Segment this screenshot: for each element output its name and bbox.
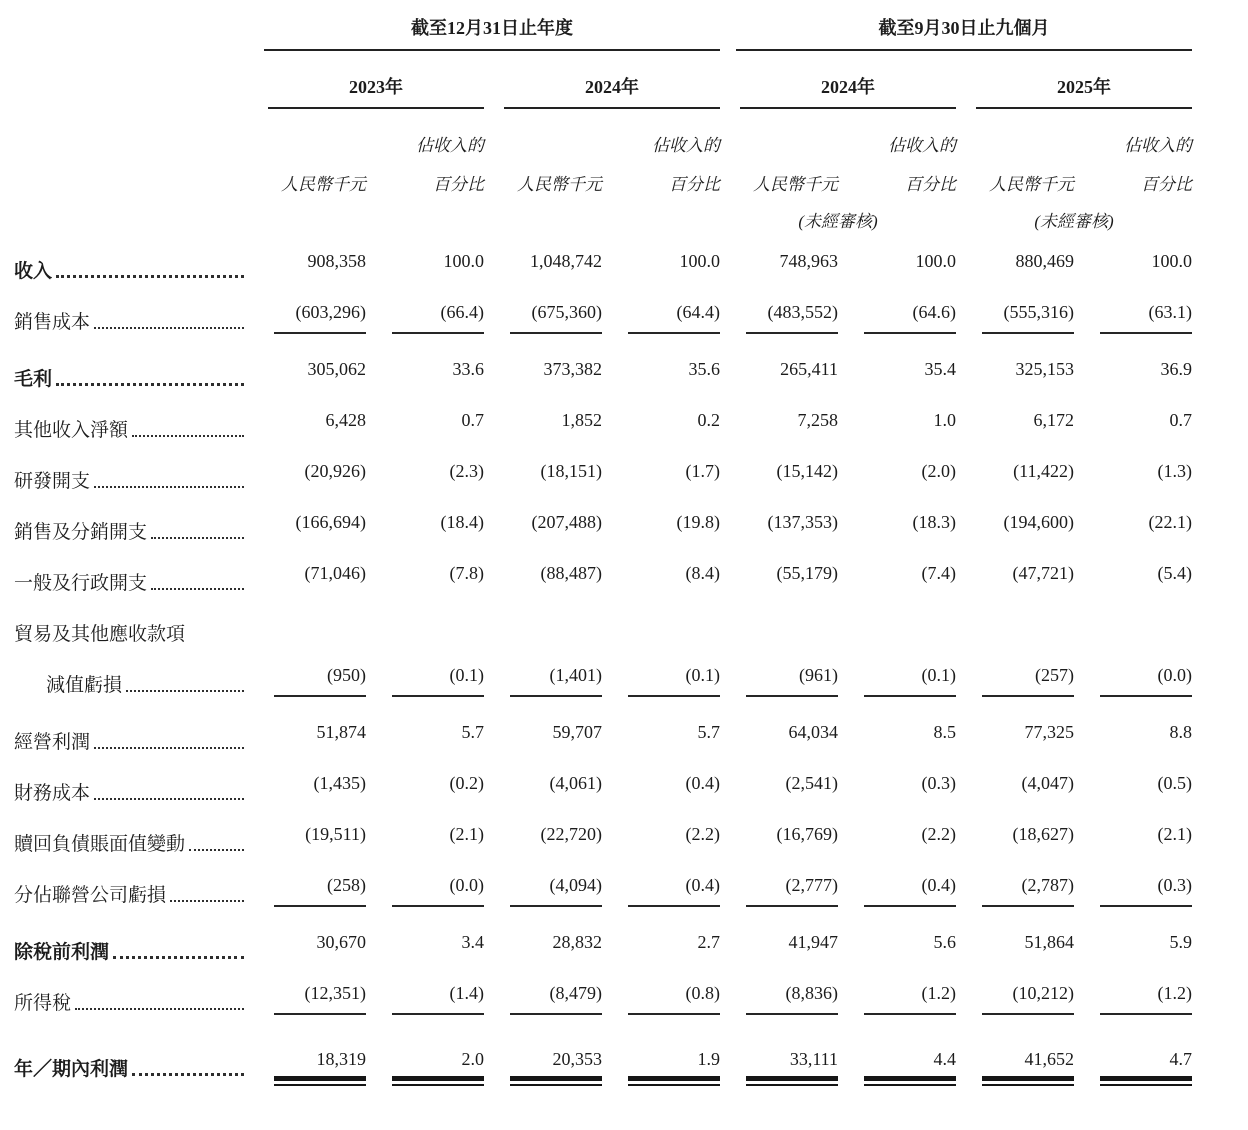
- cell-value: 8.5: [933, 722, 956, 742]
- dot-leader: [75, 1008, 244, 1010]
- cell-value: 35.4: [924, 359, 956, 379]
- cell-value: (64.6): [864, 302, 956, 334]
- cell-value: 0.7: [1169, 410, 1192, 430]
- cell-value: (0.4): [864, 875, 956, 907]
- cell-value: (1.4): [392, 983, 484, 1015]
- cell-value: 5.7: [697, 722, 720, 742]
- cell-value: (8,479): [510, 983, 602, 1015]
- cell-value: (1.3): [1157, 461, 1192, 481]
- cell-value: (0.8): [628, 983, 720, 1015]
- dot-leader: [151, 588, 244, 590]
- cell-value: 6,428: [325, 410, 366, 430]
- cell-value: 77,325: [1024, 722, 1074, 742]
- cell-value: (19.8): [676, 512, 720, 532]
- row-label: 毛利: [14, 369, 53, 391]
- cell-value: (4,047): [1021, 773, 1074, 793]
- cell-value: (603,296): [274, 302, 366, 334]
- cell-value: 41,947: [788, 932, 838, 952]
- cell-value: 51,874: [316, 722, 366, 742]
- row-label: 收入: [14, 261, 53, 283]
- dot-leader: [132, 435, 244, 437]
- cell-value: (8.4): [685, 563, 720, 583]
- cell-value: (7.4): [921, 563, 956, 583]
- unaudited-row: [14, 195, 1192, 232]
- cell-value: (88,487): [540, 563, 602, 583]
- table-row-admin-expenses: [14, 544, 1192, 595]
- period-group-fy-title: 截至12月31日止年度: [264, 14, 720, 51]
- cell-value: (1.7): [685, 461, 720, 481]
- cell-value: (1,435): [313, 773, 366, 793]
- cell-value: 18,319: [274, 1049, 366, 1081]
- cell-value: (64.4): [628, 302, 720, 334]
- row-label: 銷售成本: [14, 312, 91, 334]
- cell-value: (0.4): [685, 773, 720, 793]
- cell-value: 5.7: [461, 722, 484, 742]
- cell-value: (1.2): [1100, 983, 1192, 1015]
- year-header-row: [14, 51, 1192, 109]
- row-label: 一般及行政開支: [14, 573, 148, 595]
- cell-value: 35.6: [688, 359, 720, 379]
- table-row-redemption-liability-change: [14, 805, 1192, 856]
- cell-value: (0.1): [392, 665, 484, 697]
- cell-value: 373,382: [543, 359, 602, 379]
- cell-value: (18,151): [540, 461, 602, 481]
- dot-leader: [56, 383, 244, 386]
- cell-value: 7,258: [797, 410, 838, 430]
- income-statement-table: [14, 12, 1192, 1097]
- cell-value: 64,034: [788, 722, 838, 742]
- dot-leader: [126, 690, 244, 692]
- cell-value: (10,212): [982, 983, 1074, 1015]
- cell-value: (22.1): [1148, 512, 1192, 532]
- cell-value: 33.6: [452, 359, 484, 379]
- cell-value: 2.7: [697, 932, 720, 952]
- cell-value: 5.6: [933, 932, 956, 952]
- row-label: 經營利潤: [14, 732, 91, 754]
- percentage-label: 百分比: [1141, 175, 1192, 194]
- period-group-9m: [720, 12, 1192, 51]
- table-row-finance-costs: [14, 754, 1192, 805]
- cell-value: (0.0): [392, 875, 484, 907]
- cell-value: (2,777): [746, 875, 838, 907]
- cell-value: 100.0: [915, 251, 956, 271]
- cell-value: (2.0): [921, 461, 956, 481]
- cell-value: (20,926): [304, 461, 366, 481]
- subheader-row-1: [14, 109, 1192, 156]
- cell-value: 8.8: [1169, 722, 1192, 742]
- row-label: 研發開支: [14, 471, 91, 493]
- cell-value: (194,600): [1003, 512, 1074, 532]
- table-row-trade-receivables-caption: [14, 595, 1192, 646]
- percentage-label: 百分比: [433, 175, 484, 194]
- cell-value: 880,469: [1015, 251, 1074, 271]
- unaudited-note: (未經審核): [798, 212, 878, 231]
- percentage-label: 百分比: [669, 175, 720, 194]
- cell-value: (12,351): [274, 983, 366, 1015]
- dot-leader: [132, 1073, 244, 1076]
- cell-value: (0.0): [1100, 665, 1192, 697]
- cell-value: (483,552): [746, 302, 838, 334]
- dot-leader: [94, 327, 244, 329]
- cell-value: 325,153: [1015, 359, 1074, 379]
- cell-value: (207,488): [531, 512, 602, 532]
- rmb-thousand-label: 人民幣千元: [517, 175, 602, 194]
- row-label: 分佔聯營公司虧損: [14, 885, 167, 907]
- cell-value: 41,652: [982, 1049, 1074, 1081]
- cell-value: (257): [982, 665, 1074, 697]
- cell-value: 36.9: [1160, 359, 1192, 379]
- row-label: 其他收入淨額: [14, 420, 129, 442]
- row-label: 財務成本: [14, 783, 91, 805]
- cell-value: (2.1): [1157, 824, 1192, 844]
- row-label: 貿易及其他應收款項: [14, 624, 186, 646]
- cell-value: 1.0: [933, 410, 956, 430]
- rmb-thousand-label: 人民幣千元: [753, 175, 838, 194]
- dot-leader: [94, 486, 244, 488]
- cell-value: (66.4): [392, 302, 484, 334]
- table-row-impairment-losses: [14, 646, 1192, 703]
- cell-value: (4,094): [510, 875, 602, 907]
- cell-value: (4,061): [549, 773, 602, 793]
- subheader-row-2: [14, 156, 1192, 195]
- year-2023: 2023年: [248, 51, 484, 109]
- year-2025-9m: 2025年: [956, 51, 1192, 109]
- cell-value: 33,111: [746, 1049, 838, 1081]
- table-row-cost-of-sales: [14, 283, 1192, 340]
- cell-value: 28,832: [552, 932, 602, 952]
- row-label: 贖回負債賬面值變動: [14, 834, 186, 856]
- cell-value: 5.9: [1169, 932, 1192, 952]
- cell-value: (2.3): [449, 461, 484, 481]
- percentage-label: 百分比: [905, 175, 956, 194]
- cell-value: (555,316): [982, 302, 1074, 334]
- cell-value: 100.0: [1151, 251, 1192, 271]
- cell-value: (258): [274, 875, 366, 907]
- cell-value: (11,422): [1013, 461, 1074, 481]
- cell-value: (8,836): [746, 983, 838, 1015]
- dot-leader: [170, 900, 244, 902]
- dot-leader: [113, 956, 244, 959]
- table-row-gross-profit: [14, 340, 1192, 391]
- cell-value: (2.1): [449, 824, 484, 844]
- cell-value: 4.7: [1100, 1049, 1192, 1081]
- cell-value: (5.4): [1157, 563, 1192, 583]
- cell-value: 1,048,742: [530, 251, 602, 271]
- cell-value: (18.3): [912, 512, 956, 532]
- pct-of-revenue-label: 佔收入的: [888, 136, 956, 155]
- row-label: 所得稅: [14, 993, 72, 1015]
- cell-value: 305,062: [307, 359, 366, 379]
- cell-value: 1.9: [628, 1049, 720, 1081]
- table-row-share-of-associates-losses: [14, 856, 1192, 913]
- dot-leader: [56, 275, 244, 278]
- dot-leader: [94, 798, 244, 800]
- cell-value: (1.2): [864, 983, 956, 1015]
- rmb-thousand-label: 人民幣千元: [281, 175, 366, 194]
- cell-value: (71,046): [304, 563, 366, 583]
- cell-value: (0.4): [628, 875, 720, 907]
- table-row-other-income: [14, 391, 1192, 442]
- row-label: 減值虧損: [46, 675, 123, 697]
- row-label: 除稅前利潤: [14, 942, 110, 964]
- table-row-profit-before-tax: [14, 913, 1192, 964]
- cell-value: (2.2): [685, 824, 720, 844]
- cell-value: (2,787): [982, 875, 1074, 907]
- cell-value: 265,411: [780, 359, 838, 379]
- cell-value: (18.4): [440, 512, 484, 532]
- cell-value: (55,179): [776, 563, 838, 583]
- cell-value: 6,172: [1033, 410, 1074, 430]
- cell-value: (63.1): [1100, 302, 1192, 334]
- unaudited-note: (未經審核): [1034, 212, 1114, 231]
- cell-value: (137,353): [767, 512, 838, 532]
- cell-value: (7.8): [449, 563, 484, 583]
- cell-value: 100.0: [679, 251, 720, 271]
- cell-value: (0.1): [864, 665, 956, 697]
- cell-value: 0.7: [461, 410, 484, 430]
- year-2024-fy: 2024年: [484, 51, 720, 109]
- period-group-9m-title: 截至9月30日止九個月: [736, 14, 1192, 51]
- dot-leader: [189, 849, 244, 851]
- rmb-thousand-label: 人民幣千元: [989, 175, 1074, 194]
- period-group-header-row: [14, 12, 1192, 51]
- cell-value: (18,627): [1012, 824, 1074, 844]
- cell-value: 908,358: [307, 251, 366, 271]
- table-row-income-tax: [14, 964, 1192, 1021]
- cell-value: (15,142): [776, 461, 838, 481]
- period-group-fy: [248, 12, 720, 51]
- cell-value: (961): [746, 665, 838, 697]
- table-row-operating-profit: [14, 703, 1192, 754]
- cell-value: (47,721): [1012, 563, 1074, 583]
- table-row-rd-expenses: [14, 442, 1192, 493]
- pct-of-revenue-label: 佔收入的: [416, 136, 484, 155]
- cell-value: (2,541): [785, 773, 838, 793]
- cell-value: 100.0: [443, 251, 484, 271]
- row-label: 年／期內利潤: [14, 1059, 129, 1081]
- cell-value: 748,963: [779, 251, 838, 271]
- cell-value: (166,694): [295, 512, 366, 532]
- cell-value: (2.2): [921, 824, 956, 844]
- cell-value: (1,401): [510, 665, 602, 697]
- cell-value: 1,852: [561, 410, 602, 430]
- cell-value: 2.0: [392, 1049, 484, 1081]
- cell-value: (16,769): [776, 824, 838, 844]
- table-row-revenue: [14, 232, 1192, 283]
- cell-value: 0.2: [697, 410, 720, 430]
- table-row-selling-expenses: [14, 493, 1192, 544]
- pct-of-revenue-label: 佔收入的: [652, 136, 720, 155]
- cell-value: 30,670: [316, 932, 366, 952]
- cell-value: (0.3): [921, 773, 956, 793]
- cell-value: (0.3): [1100, 875, 1192, 907]
- dot-leader: [151, 537, 244, 539]
- cell-value: 4.4: [864, 1049, 956, 1081]
- cell-value: 3.4: [461, 932, 484, 952]
- pct-of-revenue-label: 佔收入的: [1124, 136, 1192, 155]
- cell-value: (0.2): [449, 773, 484, 793]
- dot-leader: [94, 747, 244, 749]
- table-row-profit-for-period: [14, 1021, 1192, 1097]
- cell-value: (675,360): [510, 302, 602, 334]
- cell-value: 20,353: [510, 1049, 602, 1081]
- cell-value: (0.1): [628, 665, 720, 697]
- row-label: 銷售及分銷開支: [14, 522, 148, 544]
- cell-value: (22,720): [540, 824, 602, 844]
- cell-value: 51,864: [1024, 932, 1074, 952]
- cell-value: 59,707: [552, 722, 602, 742]
- cell-value: (19,511): [305, 824, 366, 844]
- cell-value: (950): [274, 665, 366, 697]
- cell-value: (0.5): [1157, 773, 1192, 793]
- year-2024-9m: 2024年: [720, 51, 956, 109]
